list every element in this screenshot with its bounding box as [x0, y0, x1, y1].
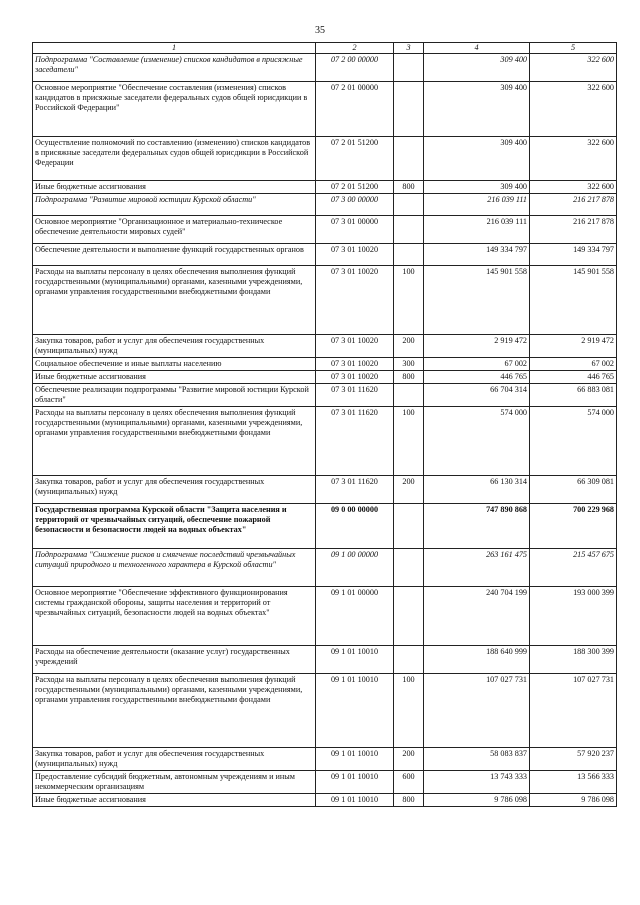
item-name-cell: Основное мероприятие "Организационное и материально-техническое обеспечение деятельности мировых судей" [33, 216, 316, 244]
expense-type-cell: 100 [394, 674, 424, 748]
expense-type-cell [394, 384, 424, 407]
amount-col5-cell: 215 457 675 [530, 549, 617, 587]
item-name-cell: Иные бюджетные ассигнования [33, 371, 316, 384]
table-body [33, 54, 617, 807]
target-code-cell: 07 3 01 10020 [316, 371, 394, 384]
item-name-cell: Подпрограмма "Составление (изменение) списков кандидатов в присяжные заседатели" [33, 54, 316, 82]
amount-col5-cell: 574 000 [530, 407, 617, 476]
amount-col4-cell: 188 640 999 [424, 646, 530, 674]
amount-col4-cell: 66 130 314 [424, 476, 530, 504]
target-code-cell: 07 3 01 10020 [316, 358, 394, 371]
item-name-cell: Закупка товаров, работ и услуг для обеспечения государственных (муниципальных) нужд [33, 748, 316, 771]
expense-type-cell [394, 549, 424, 587]
table-row [33, 674, 617, 748]
expense-type-cell [394, 194, 424, 216]
amount-col5-cell: 67 002 [530, 358, 617, 371]
table-row [33, 82, 617, 137]
amount-col4-cell: 309 400 [424, 82, 530, 137]
expense-type-cell: 100 [394, 266, 424, 335]
amount-col4-cell: 149 334 797 [424, 244, 530, 266]
table-row [33, 266, 617, 335]
table-row [33, 335, 617, 358]
amount-col5-cell: 2 919 472 [530, 335, 617, 358]
item-name-cell: Предоставление субсидий бюджетным, автономным учреждениям и иным некоммерческим организациям [33, 771, 316, 794]
amount-col5-cell: 107 027 731 [530, 674, 617, 748]
target-code-cell: 07 2 01 51200 [316, 137, 394, 181]
amount-col5-cell: 57 920 237 [530, 748, 617, 771]
amount-col5-cell: 216 217 878 [530, 194, 617, 216]
item-name-cell: Основное мероприятие "Обеспечение эффективного функционирования системы гражданской обороны, защиты населения и территорий от чрезвычайных ситуаций, безопасности людей на водных объектах" [33, 587, 316, 646]
amount-col4-cell: 9 786 098 [424, 794, 530, 807]
table-row [33, 504, 617, 549]
item-name-cell: Расходы на обеспечение деятельности (оказание услуг) государственных учреждений [33, 646, 316, 674]
header-cell-4: 4 [424, 43, 530, 54]
item-name-cell: Подпрограмма "Развитие мировой юстиции Курской области" [33, 194, 316, 216]
table-row [33, 181, 617, 194]
expense-type-cell [394, 137, 424, 181]
amount-col5-cell: 66 309 081 [530, 476, 617, 504]
table-row [33, 371, 617, 384]
target-code-cell: 07 2 01 51200 [316, 181, 394, 194]
table-row [33, 587, 617, 646]
expense-type-cell [394, 504, 424, 549]
item-name-cell: Осуществление полномочий по составлению (изменению) списков кандидатов в присяжные заседатели федеральных судов общей юрисдикции в Российской Федерации [33, 137, 316, 181]
target-code-cell: 07 3 01 11620 [316, 476, 394, 504]
table-row [33, 358, 617, 371]
expense-type-cell [394, 82, 424, 137]
target-code-cell: 07 3 01 10020 [316, 244, 394, 266]
amount-col5-cell: 322 600 [530, 82, 617, 137]
amount-col4-cell: 2 919 472 [424, 335, 530, 358]
target-code-cell: 07 3 01 11620 [316, 407, 394, 476]
amount-col4-cell: 240 704 199 [424, 587, 530, 646]
expense-type-cell: 100 [394, 407, 424, 476]
target-code-cell: 09 1 01 00000 [316, 587, 394, 646]
header-cell-3: 3 [394, 43, 424, 54]
amount-col5-cell: 13 566 333 [530, 771, 617, 794]
item-name-cell: Подпрограмма "Снижение рисков и смягчение последствий чрезвычайных ситуаций природного и техногенного характера в Курской области" [33, 549, 316, 587]
amount-col5-cell: 188 300 399 [530, 646, 617, 674]
amount-col5-cell: 322 600 [530, 137, 617, 181]
expense-type-cell [394, 216, 424, 244]
item-name-cell: Государственная программа Курской области "Защита населения и территорий от чрезвычайных ситуаций, обеспечение пожарной безопасности и безопасности людей на водных объектах" [33, 504, 316, 549]
item-name-cell: Социальное обеспечение и иные выплаты населению [33, 358, 316, 371]
amount-col4-cell: 145 901 558 [424, 266, 530, 335]
amount-col4-cell: 309 400 [424, 181, 530, 194]
amount-col5-cell: 700 229 968 [530, 504, 617, 549]
table-row [33, 384, 617, 407]
expense-type-cell: 800 [394, 794, 424, 807]
expense-type-cell: 200 [394, 748, 424, 771]
expense-type-cell: 600 [394, 771, 424, 794]
amount-col5-cell: 216 217 878 [530, 216, 617, 244]
target-code-cell: 09 1 01 10010 [316, 646, 394, 674]
amount-col5-cell: 149 334 797 [530, 244, 617, 266]
target-code-cell: 07 3 01 10020 [316, 335, 394, 358]
target-code-cell: 09 0 00 00000 [316, 504, 394, 549]
header-cell-1: 1 [33, 43, 316, 54]
expense-type-cell: 200 [394, 335, 424, 358]
amount-col4-cell: 58 083 837 [424, 748, 530, 771]
expense-type-cell [394, 587, 424, 646]
amount-col4-cell: 574 000 [424, 407, 530, 476]
amount-col4-cell: 13 743 333 [424, 771, 530, 794]
amount-col4-cell: 107 027 731 [424, 674, 530, 748]
expense-type-cell: 200 [394, 476, 424, 504]
table-row [33, 137, 617, 181]
expense-type-cell [394, 244, 424, 266]
item-name-cell: Обеспечение реализации подпрограммы "Развитие мировой юстиции Курской области" [33, 384, 316, 407]
expense-type-cell: 300 [394, 358, 424, 371]
expense-type-cell [394, 54, 424, 82]
amount-col5-cell: 446 765 [530, 371, 617, 384]
table-row [33, 771, 617, 794]
amount-col5-cell: 9 786 098 [530, 794, 617, 807]
page-number: 35 [315, 25, 325, 36]
amount-col4-cell: 446 765 [424, 371, 530, 384]
amount-col4-cell: 309 400 [424, 137, 530, 181]
amount-col4-cell: 263 161 475 [424, 549, 530, 587]
item-name-cell: Иные бюджетные ассигнования [33, 794, 316, 807]
target-code-cell: 09 1 01 10010 [316, 748, 394, 771]
target-code-cell: 07 3 00 00000 [316, 194, 394, 216]
item-name-cell: Закупка товаров, работ и услуг для обеспечения государственных (муниципальных) нужд [33, 476, 316, 504]
target-code-cell: 07 2 00 00000 [316, 54, 394, 82]
table-row [33, 407, 617, 476]
target-code-cell: 07 3 01 00000 [316, 216, 394, 244]
amount-col4-cell: 67 002 [424, 358, 530, 371]
item-name-cell: Иные бюджетные ассигнования [33, 181, 316, 194]
target-code-cell: 09 1 01 10010 [316, 771, 394, 794]
header-cell-2: 2 [316, 43, 394, 54]
item-name-cell: Обеспечение деятельности и выполнение функций государственных органов [33, 244, 316, 266]
amount-col5-cell: 145 901 558 [530, 266, 617, 335]
target-code-cell: 07 2 01 00000 [316, 82, 394, 137]
table-row [33, 748, 617, 771]
table-row [33, 476, 617, 504]
amount-col4-cell: 66 704 314 [424, 384, 530, 407]
expense-type-cell: 800 [394, 181, 424, 194]
table-row [33, 216, 617, 244]
amount-col4-cell: 216 039 111 [424, 216, 530, 244]
amount-col5-cell: 322 600 [530, 54, 617, 82]
item-name-cell: Расходы на выплаты персоналу в целях обеспечения выполнения функций государственными (муниципальными) органами, казенными учреждениями, органами управления государственными внебюджетными фондами [33, 407, 316, 476]
target-code-cell: 09 1 00 00000 [316, 549, 394, 587]
table-row [33, 244, 617, 266]
item-name-cell: Расходы на выплаты персоналу в целях обеспечения выполнения функций государственными (муниципальными) органами, казенными учреждениями, органами управления государственными внебюджетными фондами [33, 266, 316, 335]
target-code-cell: 09 1 01 10010 [316, 674, 394, 748]
amount-col4-cell: 747 890 868 [424, 504, 530, 549]
amount-col4-cell: 309 400 [424, 54, 530, 82]
expense-type-cell [394, 646, 424, 674]
budget-table [32, 42, 617, 807]
item-name-cell: Закупка товаров, работ и услуг для обеспечения государственных (муниципальных) нужд [33, 335, 316, 358]
amount-col4-cell: 216 039 111 [424, 194, 530, 216]
target-code-cell: 07 3 01 10020 [316, 266, 394, 335]
item-name-cell: Расходы на выплаты персоналу в целях обеспечения выполнения функций государственными (муниципальными) органами, казенными учреждениями, органами управления государственными внебюджетными фондами [33, 674, 316, 748]
target-code-cell: 07 3 01 11620 [316, 384, 394, 407]
target-code-cell: 09 1 01 10010 [316, 794, 394, 807]
table-row [33, 194, 617, 216]
table-row [33, 54, 617, 82]
expense-type-cell: 800 [394, 371, 424, 384]
amount-col5-cell: 322 600 [530, 181, 617, 194]
item-name-cell: Основное мероприятие "Обеспечение составления (изменения) списков кандидатов в присяжные заседатели федеральных судов общей юрисдикции в Российской Федерации" [33, 82, 316, 137]
amount-col5-cell: 193 000 399 [530, 587, 617, 646]
header-cell-5: 5 [530, 43, 617, 54]
header-row [33, 43, 617, 54]
table-row [33, 549, 617, 587]
amount-col5-cell: 66 883 081 [530, 384, 617, 407]
table-row [33, 646, 617, 674]
table-row [33, 794, 617, 807]
